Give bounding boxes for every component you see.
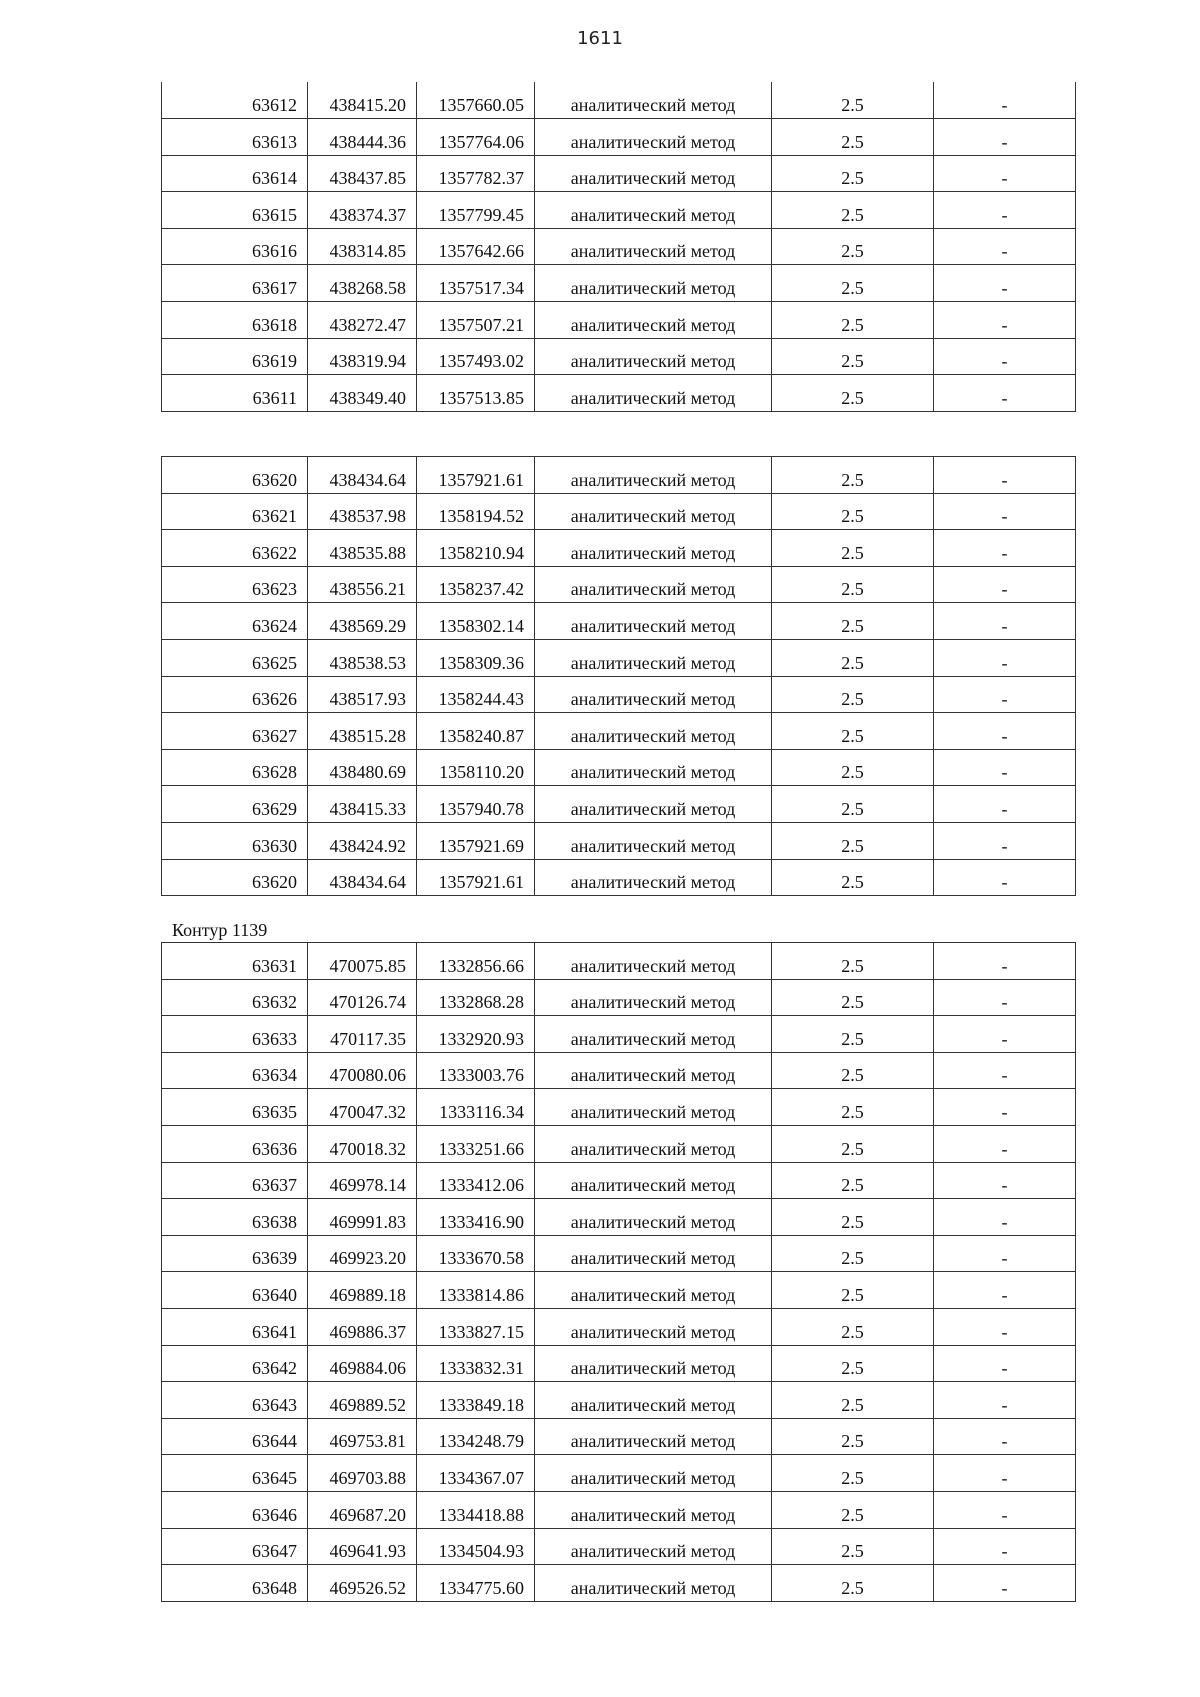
x-coordinate-cell: 469889.52 (308, 1382, 417, 1419)
method-cell: аналитический метод (535, 82, 772, 119)
accuracy-cell: 2.5 (772, 302, 934, 339)
x-coordinate-cell: 438480.69 (308, 749, 417, 786)
table-row (162, 1272, 1076, 1309)
table-row (162, 1052, 1076, 1089)
table-row (162, 1491, 1076, 1528)
method-cell: аналитический метод (535, 155, 772, 192)
point-number-cell: 63641 (162, 1308, 308, 1345)
method-cell: аналитический метод (535, 822, 772, 859)
x-coordinate-cell: 438415.33 (308, 786, 417, 823)
x-coordinate-cell: 469703.88 (308, 1455, 417, 1492)
x-coordinate-cell: 438272.47 (308, 302, 417, 339)
description-cell: - (934, 822, 1076, 859)
point-number-cell: 63621 (162, 493, 308, 530)
y-coordinate-cell: 1357660.05 (417, 82, 535, 119)
description-cell: - (934, 1016, 1076, 1053)
x-coordinate-cell: 438569.29 (308, 603, 417, 640)
x-coordinate-cell: 438434.64 (308, 457, 417, 494)
table-row (162, 1418, 1076, 1455)
y-coordinate-cell: 1357799.45 (417, 192, 535, 229)
description-cell: - (934, 1345, 1076, 1382)
table-row (162, 1565, 1076, 1602)
method-cell: аналитический метод (535, 1528, 772, 1565)
table-row (162, 192, 1076, 229)
y-coordinate-cell: 1357921.61 (417, 457, 535, 494)
point-number-cell: 63628 (162, 749, 308, 786)
table-row (162, 749, 1076, 786)
method-cell: аналитический метод (535, 943, 772, 980)
y-coordinate-cell: 1333849.18 (417, 1382, 535, 1419)
method-cell: аналитический метод (535, 1272, 772, 1309)
table-row (162, 1235, 1076, 1272)
x-coordinate-cell: 438538.53 (308, 639, 417, 676)
description-cell: - (934, 82, 1076, 119)
point-number-cell: 63644 (162, 1418, 308, 1455)
description-cell: - (934, 713, 1076, 750)
description-cell: - (934, 265, 1076, 302)
method-cell: аналитический метод (535, 493, 772, 530)
x-coordinate-cell: 438444.36 (308, 119, 417, 156)
table-row (162, 1199, 1076, 1236)
y-coordinate-cell: 1333412.06 (417, 1162, 535, 1199)
point-number-cell: 63632 (162, 979, 308, 1016)
description-cell: - (934, 530, 1076, 567)
method-cell: аналитический метод (535, 265, 772, 302)
y-coordinate-cell: 1357782.37 (417, 155, 535, 192)
description-cell: - (934, 786, 1076, 823)
method-cell: аналитический метод (535, 1199, 772, 1236)
method-cell: аналитический метод (535, 749, 772, 786)
table-row (162, 375, 1076, 412)
accuracy-cell: 2.5 (772, 943, 934, 980)
contour-label: Контур 1139 (172, 920, 268, 940)
description-cell: - (934, 1382, 1076, 1419)
y-coordinate-cell: 1334367.07 (417, 1455, 535, 1492)
accuracy-cell: 2.5 (772, 457, 934, 494)
y-coordinate-cell: 1358302.14 (417, 603, 535, 640)
x-coordinate-cell: 469978.14 (308, 1162, 417, 1199)
accuracy-cell: 2.5 (772, 676, 934, 713)
accuracy-cell: 2.5 (772, 1089, 934, 1126)
accuracy-cell: 2.5 (772, 1345, 934, 1382)
point-number-cell: 63635 (162, 1089, 308, 1126)
accuracy-cell: 2.5 (772, 786, 934, 823)
coordinates-table-2 (161, 456, 1076, 896)
point-number-cell: 63619 (162, 338, 308, 375)
accuracy-cell: 2.5 (772, 639, 934, 676)
accuracy-cell: 2.5 (772, 1235, 934, 1272)
point-number-cell: 63617 (162, 265, 308, 302)
description-cell: - (934, 338, 1076, 375)
accuracy-cell: 2.5 (772, 1308, 934, 1345)
y-coordinate-cell: 1357513.85 (417, 375, 535, 412)
accuracy-cell: 2.5 (772, 530, 934, 567)
y-coordinate-cell: 1358237.42 (417, 566, 535, 603)
x-coordinate-cell: 438319.94 (308, 338, 417, 375)
method-cell: аналитический метод (535, 1565, 772, 1602)
method-cell: аналитический метод (535, 1016, 772, 1053)
x-coordinate-cell: 438437.85 (308, 155, 417, 192)
accuracy-cell: 2.5 (772, 1016, 934, 1053)
coordinates-table-contour-1139 (161, 942, 1076, 1602)
y-coordinate-cell: 1358240.87 (417, 713, 535, 750)
table-row (162, 1455, 1076, 1492)
accuracy-cell: 2.5 (772, 859, 934, 896)
description-cell: - (934, 1199, 1076, 1236)
point-number-cell: 63646 (162, 1491, 308, 1528)
x-coordinate-cell: 438537.98 (308, 493, 417, 530)
table-row (162, 979, 1076, 1016)
method-cell: аналитический метод (535, 639, 772, 676)
x-coordinate-cell: 438517.93 (308, 676, 417, 713)
y-coordinate-cell: 1333416.90 (417, 1199, 535, 1236)
point-number-cell: 63627 (162, 713, 308, 750)
y-coordinate-cell: 1358244.43 (417, 676, 535, 713)
accuracy-cell: 2.5 (772, 1272, 934, 1309)
y-coordinate-cell: 1357517.34 (417, 265, 535, 302)
method-cell: аналитический метод (535, 192, 772, 229)
accuracy-cell: 2.5 (772, 155, 934, 192)
y-coordinate-cell: 1358309.36 (417, 639, 535, 676)
accuracy-cell: 2.5 (772, 119, 934, 156)
accuracy-cell: 2.5 (772, 603, 934, 640)
y-coordinate-cell: 1333670.58 (417, 1235, 535, 1272)
x-coordinate-cell: 438515.28 (308, 713, 417, 750)
table-row (162, 566, 1076, 603)
x-coordinate-cell: 438556.21 (308, 566, 417, 603)
y-coordinate-cell: 1357921.69 (417, 822, 535, 859)
y-coordinate-cell: 1333832.31 (417, 1345, 535, 1382)
method-cell: аналитический метод (535, 119, 772, 156)
accuracy-cell: 2.5 (772, 375, 934, 412)
x-coordinate-cell: 470047.32 (308, 1089, 417, 1126)
table-row (162, 713, 1076, 750)
description-cell: - (934, 155, 1076, 192)
table-row (162, 1016, 1076, 1053)
description-cell: - (934, 1052, 1076, 1089)
point-number-cell: 63629 (162, 786, 308, 823)
table-row (162, 1162, 1076, 1199)
accuracy-cell: 2.5 (772, 265, 934, 302)
coordinates-table-1 (161, 82, 1076, 412)
method-cell: аналитический метод (535, 566, 772, 603)
accuracy-cell: 2.5 (772, 1455, 934, 1492)
y-coordinate-cell: 1332856.66 (417, 943, 535, 980)
description-cell: - (934, 1565, 1076, 1602)
method-cell: аналитический метод (535, 1089, 772, 1126)
point-number-cell: 63631 (162, 943, 308, 980)
x-coordinate-cell: 438424.92 (308, 822, 417, 859)
x-coordinate-cell: 470080.06 (308, 1052, 417, 1089)
accuracy-cell: 2.5 (772, 749, 934, 786)
description-cell: - (934, 566, 1076, 603)
point-number-cell: 63630 (162, 822, 308, 859)
point-number-cell: 63611 (162, 375, 308, 412)
table-row (162, 1382, 1076, 1419)
y-coordinate-cell: 1357642.66 (417, 228, 535, 265)
accuracy-cell: 2.5 (772, 1565, 934, 1602)
accuracy-cell: 2.5 (772, 1418, 934, 1455)
x-coordinate-cell: 469923.20 (308, 1235, 417, 1272)
description-cell: - (934, 457, 1076, 494)
table-row (162, 493, 1076, 530)
point-number-cell: 63633 (162, 1016, 308, 1053)
point-number-cell: 63640 (162, 1272, 308, 1309)
table-row (162, 1345, 1076, 1382)
point-number-cell: 63636 (162, 1125, 308, 1162)
point-number-cell: 63612 (162, 82, 308, 119)
x-coordinate-cell: 469687.20 (308, 1491, 417, 1528)
method-cell: аналитический метод (535, 375, 772, 412)
description-cell: - (934, 375, 1076, 412)
description-cell: - (934, 1491, 1076, 1528)
point-number-cell: 63618 (162, 302, 308, 339)
description-cell: - (934, 1418, 1076, 1455)
method-cell: аналитический метод (535, 1345, 772, 1382)
table-row (162, 265, 1076, 302)
point-number-cell: 63620 (162, 457, 308, 494)
y-coordinate-cell: 1358210.94 (417, 530, 535, 567)
x-coordinate-cell: 470126.74 (308, 979, 417, 1016)
y-coordinate-cell: 1357507.21 (417, 302, 535, 339)
description-cell: - (934, 1308, 1076, 1345)
table-row (162, 1528, 1076, 1565)
method-cell: аналитический метод (535, 713, 772, 750)
description-cell: - (934, 1125, 1076, 1162)
point-number-cell: 63613 (162, 119, 308, 156)
point-number-cell: 63625 (162, 639, 308, 676)
y-coordinate-cell: 1357921.61 (417, 859, 535, 896)
y-coordinate-cell: 1332920.93 (417, 1016, 535, 1053)
accuracy-cell: 2.5 (772, 1125, 934, 1162)
x-coordinate-cell: 438268.58 (308, 265, 417, 302)
method-cell: аналитический метод (535, 1162, 772, 1199)
description-cell: - (934, 859, 1076, 896)
table-row (162, 530, 1076, 567)
x-coordinate-cell: 438349.40 (308, 375, 417, 412)
y-coordinate-cell: 1332868.28 (417, 979, 535, 1016)
point-number-cell: 63642 (162, 1345, 308, 1382)
description-cell: - (934, 749, 1076, 786)
x-coordinate-cell: 469526.52 (308, 1565, 417, 1602)
table-row (162, 786, 1076, 823)
method-cell: аналитический метод (535, 786, 772, 823)
x-coordinate-cell: 438314.85 (308, 228, 417, 265)
method-cell: аналитический метод (535, 603, 772, 640)
x-coordinate-cell: 438415.20 (308, 82, 417, 119)
description-cell: - (934, 979, 1076, 1016)
accuracy-cell: 2.5 (772, 979, 934, 1016)
table-row (162, 155, 1076, 192)
x-coordinate-cell: 470018.32 (308, 1125, 417, 1162)
point-number-cell: 63616 (162, 228, 308, 265)
accuracy-cell: 2.5 (772, 713, 934, 750)
table-row (162, 302, 1076, 339)
description-cell: - (934, 943, 1076, 980)
accuracy-cell: 2.5 (772, 1052, 934, 1089)
table-row (162, 639, 1076, 676)
y-coordinate-cell: 1333827.15 (417, 1308, 535, 1345)
x-coordinate-cell: 469753.81 (308, 1418, 417, 1455)
accuracy-cell: 2.5 (772, 228, 934, 265)
method-cell: аналитический метод (535, 302, 772, 339)
description-cell: - (934, 493, 1076, 530)
description-cell: - (934, 639, 1076, 676)
description-cell: - (934, 302, 1076, 339)
point-number-cell: 63615 (162, 192, 308, 229)
y-coordinate-cell: 1334418.88 (417, 1491, 535, 1528)
y-coordinate-cell: 1358194.52 (417, 493, 535, 530)
point-number-cell: 63620 (162, 859, 308, 896)
point-number-cell: 63614 (162, 155, 308, 192)
description-cell: - (934, 1455, 1076, 1492)
description-cell: - (934, 676, 1076, 713)
point-number-cell: 63647 (162, 1528, 308, 1565)
y-coordinate-cell: 1333814.86 (417, 1272, 535, 1309)
y-coordinate-cell: 1334775.60 (417, 1565, 535, 1602)
y-coordinate-cell: 1333116.34 (417, 1089, 535, 1126)
point-number-cell: 63637 (162, 1162, 308, 1199)
y-coordinate-cell: 1333251.66 (417, 1125, 535, 1162)
method-cell: аналитический метод (535, 676, 772, 713)
point-number-cell: 63634 (162, 1052, 308, 1089)
table-row (162, 82, 1076, 119)
x-coordinate-cell: 438535.88 (308, 530, 417, 567)
page-number: 1611 (577, 28, 623, 49)
x-coordinate-cell: 470117.35 (308, 1016, 417, 1053)
table-row (162, 119, 1076, 156)
method-cell: аналитический метод (535, 979, 772, 1016)
method-cell: аналитический метод (535, 1125, 772, 1162)
x-coordinate-cell: 438434.64 (308, 859, 417, 896)
accuracy-cell: 2.5 (772, 1528, 934, 1565)
description-cell: - (934, 1162, 1076, 1199)
x-coordinate-cell: 438374.37 (308, 192, 417, 229)
accuracy-cell: 2.5 (772, 1162, 934, 1199)
point-number-cell: 63648 (162, 1565, 308, 1602)
point-number-cell: 63626 (162, 676, 308, 713)
method-cell: аналитический метод (535, 228, 772, 265)
x-coordinate-cell: 469889.18 (308, 1272, 417, 1309)
table-row (162, 1125, 1076, 1162)
table-row (162, 822, 1076, 859)
point-number-cell: 63638 (162, 1199, 308, 1236)
method-cell: аналитический метод (535, 1491, 772, 1528)
table-row (162, 1089, 1076, 1126)
table-row (162, 457, 1076, 494)
method-cell: аналитический метод (535, 1052, 772, 1089)
x-coordinate-cell: 469991.83 (308, 1199, 417, 1236)
method-cell: аналитический метод (535, 1382, 772, 1419)
y-coordinate-cell: 1358110.20 (417, 749, 535, 786)
y-coordinate-cell: 1357764.06 (417, 119, 535, 156)
accuracy-cell: 2.5 (772, 566, 934, 603)
x-coordinate-cell: 469641.93 (308, 1528, 417, 1565)
y-coordinate-cell: 1357940.78 (417, 786, 535, 823)
table-row (162, 338, 1076, 375)
method-cell: аналитический метод (535, 859, 772, 896)
table-row (162, 1308, 1076, 1345)
description-cell: - (934, 228, 1076, 265)
x-coordinate-cell: 469884.06 (308, 1345, 417, 1382)
accuracy-cell: 2.5 (772, 82, 934, 119)
point-number-cell: 63645 (162, 1455, 308, 1492)
accuracy-cell: 2.5 (772, 822, 934, 859)
accuracy-cell: 2.5 (772, 1382, 934, 1419)
point-number-cell: 63624 (162, 603, 308, 640)
accuracy-cell: 2.5 (772, 1491, 934, 1528)
point-number-cell: 63643 (162, 1382, 308, 1419)
description-cell: - (934, 192, 1076, 229)
accuracy-cell: 2.5 (772, 338, 934, 375)
accuracy-cell: 2.5 (772, 1199, 934, 1236)
method-cell: аналитический метод (535, 338, 772, 375)
method-cell: аналитический метод (535, 530, 772, 567)
table-row (162, 676, 1076, 713)
description-cell: - (934, 1528, 1076, 1565)
method-cell: аналитический метод (535, 457, 772, 494)
x-coordinate-cell: 469886.37 (308, 1308, 417, 1345)
point-number-cell: 63622 (162, 530, 308, 567)
accuracy-cell: 2.5 (772, 493, 934, 530)
method-cell: аналитический метод (535, 1235, 772, 1272)
y-coordinate-cell: 1334248.79 (417, 1418, 535, 1455)
description-cell: - (934, 119, 1076, 156)
point-number-cell: 63639 (162, 1235, 308, 1272)
y-coordinate-cell: 1357493.02 (417, 338, 535, 375)
method-cell: аналитический метод (535, 1308, 772, 1345)
method-cell: аналитический метод (535, 1418, 772, 1455)
point-number-cell: 63623 (162, 566, 308, 603)
table-row (162, 603, 1076, 640)
accuracy-cell: 2.5 (772, 192, 934, 229)
description-cell: - (934, 603, 1076, 640)
description-cell: - (934, 1272, 1076, 1309)
table-row (162, 943, 1076, 980)
description-cell: - (934, 1235, 1076, 1272)
table-row (162, 228, 1076, 265)
y-coordinate-cell: 1334504.93 (417, 1528, 535, 1565)
y-coordinate-cell: 1333003.76 (417, 1052, 535, 1089)
x-coordinate-cell: 470075.85 (308, 943, 417, 980)
table-row (162, 859, 1076, 896)
description-cell: - (934, 1089, 1076, 1126)
method-cell: аналитический метод (535, 1455, 772, 1492)
